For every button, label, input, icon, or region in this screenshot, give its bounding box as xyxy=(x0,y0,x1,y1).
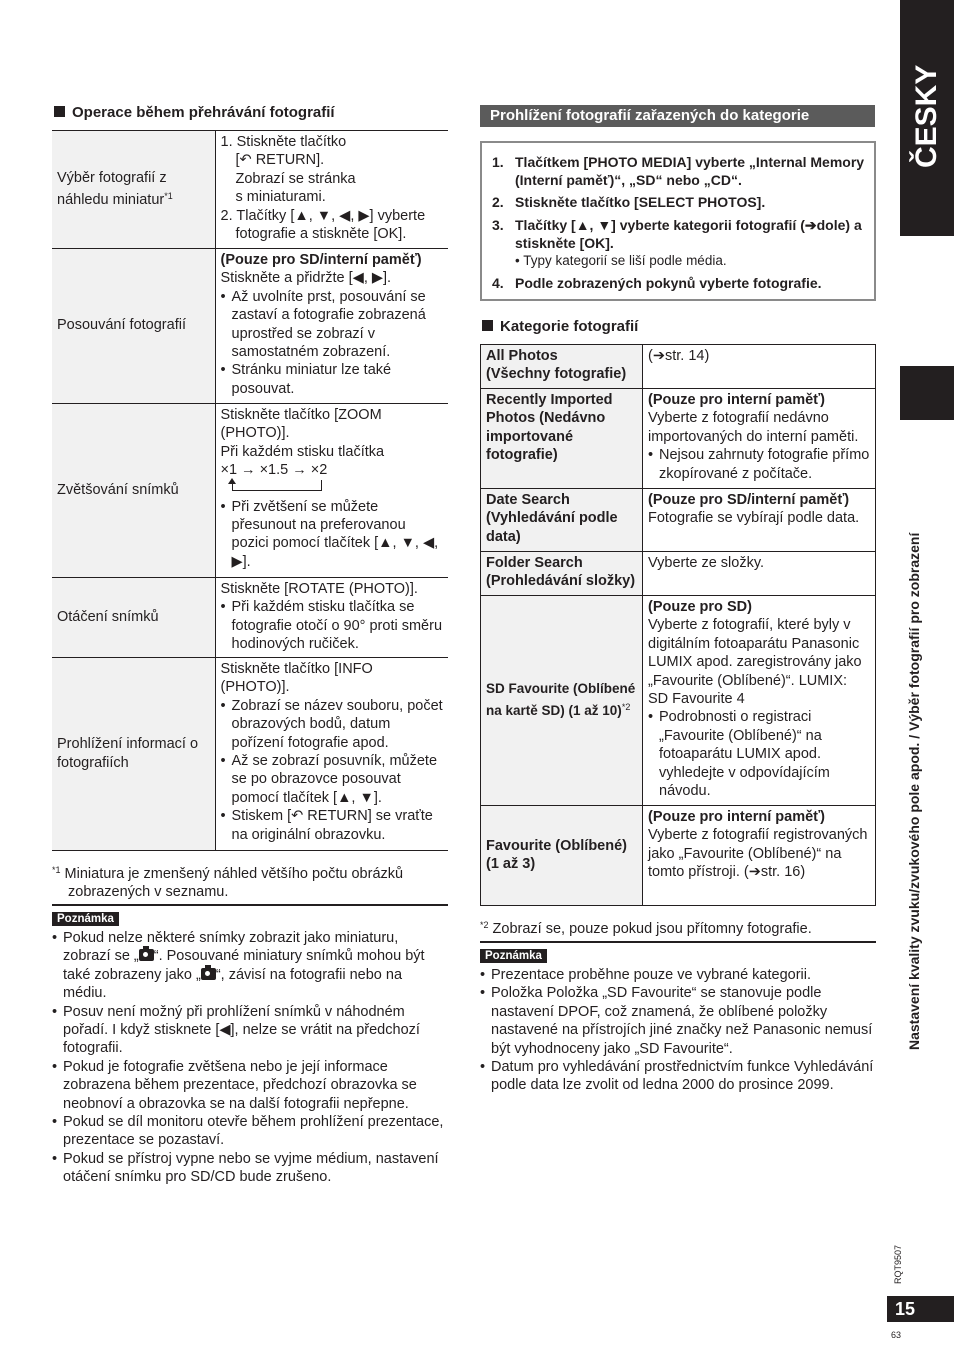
divider xyxy=(52,904,448,906)
category-desc: (➔str. 14) xyxy=(648,348,710,364)
condition-text: (Pouze pro SD/interní paměť) xyxy=(220,252,422,268)
category-desc: (Pouze pro interní paměť) Vyberte z fotografií registrovaných jako „Favourite (Oblíbené)“ na tomto přístroji. (➔str. 16) xyxy=(648,809,868,881)
row-content xyxy=(215,658,448,851)
table-row xyxy=(481,489,876,552)
category-desc: (Pouze pro SD/interní paměť) Fotografie se vybírají podle data. xyxy=(648,492,860,527)
footnote: $^{*1}$ Miniatura je zmenšený náhled většího počtu obrázků zobrazených v seznamu. xyxy=(52,865,404,901)
footnote: $^{*2}$ Zobrazí se, pouze pokud jsou přítomny fotografie. xyxy=(480,920,812,937)
left-section-heading: Operace během přehrávání fotografií xyxy=(54,104,335,122)
step-item: 2. Stiskněte tlačítko [SELECT PHOTOS]. xyxy=(492,194,766,211)
category-desc: Vyberte ze složky. xyxy=(648,555,765,571)
step-item: 4. Podle zobrazených pokynů vyberte fotografie. xyxy=(492,275,822,292)
row-content xyxy=(215,578,448,658)
document-code: RQT9507 xyxy=(893,1244,903,1284)
note-list xyxy=(52,929,448,1187)
note-item: • Pokud se přístroj vypne nebo se vyjme médium, nastavení otáčení snímku pro SD/CD bude zrušeno. xyxy=(52,1150,448,1187)
table-row xyxy=(481,389,876,489)
category-heading: Kategorie fotografií xyxy=(482,318,638,336)
table-row xyxy=(52,578,448,658)
bullet-item: • Při každém stisku tlačítka se fotografie otočí o 90° proti směru hodinových ručiček. xyxy=(221,598,444,653)
category-name: All Photos (Všechny fotografie) xyxy=(481,345,643,389)
table-row xyxy=(481,596,876,806)
note-item: • Pokud se díl monitoru otevře během prohlížení prezentace, prezentace se pozastaví. xyxy=(52,1113,448,1150)
label-text: Výběr fotografií z náhledu miniatur$^{*1}$ xyxy=(57,169,173,208)
row-label: Zvětšování snímků xyxy=(52,404,215,578)
instruction-text: Stiskněte tlačítko [ZOOM (PHOTO)]. xyxy=(220,407,382,442)
step-subnote: • Typy kategorií se liší podle média. xyxy=(515,253,727,269)
table-row xyxy=(52,131,448,249)
instruction-text: Stiskněte tlačítko [INFO (PHOTO)]. xyxy=(220,661,373,696)
step-text: 2. Tlačítky [▲, ▼, ◀, ▶] vyberte fotografie a stiskněte [OK]. xyxy=(220,207,426,243)
bullet-item: • Zobrazí se název souboru, počet obrazových bodů, datum pořízení fotografie apod. xyxy=(221,697,444,752)
note-badge: Poznámka xyxy=(480,949,547,963)
camera-icon xyxy=(201,968,216,980)
step-text: Zobrazí se stránka xyxy=(235,170,356,187)
category-name: Date Search (Vyhledávání podle data) xyxy=(481,489,643,552)
row-content xyxy=(215,131,448,249)
table-row xyxy=(481,345,876,389)
bullet-item: • Až uvolníte prst, posouvání se zastaví a fotografie zobrazená uprostřed se zobrazí v samostatném zobrazení. xyxy=(221,288,444,362)
page-number: 15 xyxy=(887,1296,954,1322)
table-row xyxy=(481,552,876,596)
note-list xyxy=(480,966,876,1095)
chapter-tab-marker xyxy=(900,366,954,420)
instruction-text: Stiskněte a přidržte [◀, ▶]. xyxy=(220,270,392,287)
footnote-mark: *2 xyxy=(621,702,631,712)
row-content xyxy=(215,249,448,404)
bullet-item: • Stiskem [↶ RETURN] se vraťte na originální obrazovku. xyxy=(221,807,444,844)
category-name: SD Favourite (Oblíbené na kartě SD) (1 až 10)$^{*2}$ xyxy=(481,596,643,806)
bullet-item: • Podrobnosti o registraci „Favourite (Oblíbené)“ na fotoaparátu LUMIX apod. vyhledejte v odpovídajícím návodu. xyxy=(648,708,870,800)
zoom-sequence: ×1 → ×1.5 → ×2 xyxy=(220,462,328,479)
bullet-item: • Při zvětšení se můžete přesunout na preferovanou pozici pomocí tlačítek [▲, ▼, ◀, ▶]. xyxy=(221,498,444,572)
step-item: 3. Tlačítky [▲, ▼] vyberte kategorii fotografií (➔dole) a stiskněte [OK]. • Typy kategorií se liší podle média. xyxy=(492,216,866,271)
step-item: 1. Tlačítkem [PHOTO MEDIA] vyberte „Internal Memory (Interní paměť)“, „SD“ nebo „CD“. xyxy=(492,154,865,189)
footnote-mark: *1 xyxy=(164,191,173,201)
page-small-number: 63 xyxy=(891,1330,902,1340)
category-desc: (Pouze pro interní paměť) Vyberte z fotografií nedávno importovaných do interní paměti. • Nejsou zahrnuty fotografie přímo zkopírované z počítače. xyxy=(643,389,876,489)
table-row xyxy=(52,658,448,851)
language-label: ČESKY xyxy=(910,64,943,168)
bullet-item: • Až se zobrazí posuvník, můžete se po obrazovce posouvat pomocí tlačítek [▲, ▼]. xyxy=(221,752,444,807)
square-bullet-icon xyxy=(54,106,65,117)
table-row xyxy=(52,249,448,404)
category-section-bar: Prohlížení fotografií zařazených do kategorie xyxy=(480,105,875,127)
category-name: Recently Imported Photos (Nedávno importované fotografie) xyxy=(481,389,643,489)
camera-icon xyxy=(139,949,154,961)
note-item: • Pokud nelze některé snímky zobrazit jako miniaturu, zobrazí se „ “. Posouvané miniatury snímků mohou být také zobrazeny jako „ “, závisí na fotografii nebo na médiu. xyxy=(52,929,448,1003)
category-name: Folder Search (Prohledávání složky) xyxy=(481,552,643,596)
photo-category-table xyxy=(480,344,876,906)
step-text: [↶ RETURN]. xyxy=(235,152,325,169)
row-content xyxy=(215,404,448,578)
square-bullet-icon xyxy=(482,320,493,331)
zoom-cycle-arrow xyxy=(221,480,444,498)
note-item: • Datum pro vyhledávání prostřednictvím funkce Vyhledávání podle data lze zvolit od ledna 2000 do prosince 2099. xyxy=(480,1058,876,1095)
category-name: Favourite (Oblíbené) (1 až 3) xyxy=(481,806,643,906)
table-row xyxy=(52,404,448,578)
playback-operations-table xyxy=(52,130,448,851)
table-row xyxy=(481,806,876,906)
divider xyxy=(480,941,876,943)
row-label: Posouvání fotografií xyxy=(52,249,215,404)
chapter-title-vertical: Nastavení kvality zvuku/zvukového pole apod. / Výběr fotografií pro zobrazení xyxy=(906,532,922,1050)
step-text: 1. Stiskněte tlačítko xyxy=(220,134,347,150)
note-item: • Posuv není možný při prohlížení snímků v náhodném pořadí. I když stisknete [◀], nelze se vrátit na předchozí fotografii. xyxy=(52,1003,448,1058)
instruction-text: Při každém stisku tlačítka xyxy=(220,443,385,460)
label-text: Prohlížení informací o fotografiích xyxy=(57,736,199,771)
bullet-item: • Nejsou zahrnuty fotografie přímo zkopírované z počítače. xyxy=(648,446,870,483)
note-item: • Prezentace proběhne pouze ve vybrané kategorii. xyxy=(480,966,876,984)
instruction-text: Stiskněte [ROTATE (PHOTO)]. xyxy=(220,581,418,597)
category-desc: (Pouze pro SD) Vyberte z fotografií, které byly v digitálním fotoaparátu Panasonic LUMIX apod. zaregistrovány jako „Favourite (Oblíbené)“. LUMIX: SD Favourite 4 • Podrobnosti o registraci „Favourite (Oblíbené)“ na fotoaparátu LUMIX apod. vyhledejte v odpovídajícím návodu. xyxy=(643,596,876,806)
row-label xyxy=(52,131,215,249)
step-text: s miniaturami. xyxy=(235,189,326,206)
note-item: • Pokud je fotografie zvětšena nebo je její informace zobrazena během prezentace, předchozí obrazovka se neobnoví a obrazovka se na další fotografii nepřepne. xyxy=(52,1058,448,1113)
row-label: Otáčení snímků xyxy=(52,578,215,658)
note-badge: Poznámka xyxy=(52,912,119,926)
steps-box xyxy=(480,141,876,301)
bullet-item: • Stránku miniatur lze také posouvat. xyxy=(221,361,444,398)
row-label xyxy=(52,658,215,851)
note-item: • Položka Položka „SD Favourite“ se stanovuje podle nastavení DPOF, což znamená, že oblíbené položky nastavené na přístrojích jiné značky než Panasonic nemusí být vyhodnoceny jako „SD Favourite“. xyxy=(480,984,876,1058)
